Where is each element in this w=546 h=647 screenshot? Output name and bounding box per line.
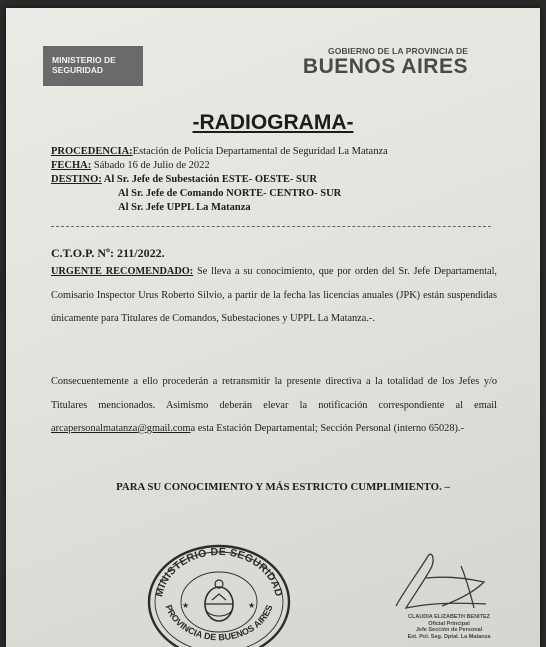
seal-star-left-icon: ★	[182, 601, 190, 610]
email-link[interactable]: arcapersonalmatanza@gmail.com	[51, 423, 191, 434]
dashed-divider	[51, 226, 491, 227]
destino-line-2: Al Sr. Jefe de Comando NORTE- CENTRO- SUR	[118, 188, 342, 199]
paragraph-2	[51, 370, 497, 441]
fecha-label: FECHA:	[51, 160, 92, 171]
seal-star-right-icon: ★	[248, 601, 256, 610]
handwritten-signature	[366, 548, 536, 623]
ctop-number: C.T.O.P. Nº: 211/2022.	[51, 246, 165, 260]
destino-line	[51, 174, 317, 185]
ministry-logo	[43, 46, 143, 86]
signer-unit: Est. Pol. Seg. Dptal. La Matanza	[407, 633, 491, 640]
paragraph-2-text-a: Consecuentemente a ello procederán a retransmitir la presente directiva a la totalidad de los Jefes y/o Titulares mencionados. Asimismo deberán elevar la notificación correspondiente al email	[51, 376, 497, 411]
signature-block	[384, 614, 514, 640]
procedencia-line	[51, 146, 388, 157]
seal-top-text: MINISTERIO DE SEGURIDAD	[153, 545, 285, 598]
document-title: -RADIOGRAMA-	[192, 111, 354, 134]
fecha-value: Sábado 16 de Julio de 2022	[91, 160, 210, 171]
destino-line-3: Al Sr. Jefe UPPL La Matanza	[118, 202, 251, 213]
destino-line-1: Al Sr. Jefe de Subestación ESTE- OESTE- SUR	[101, 174, 317, 185]
official-seal	[144, 540, 294, 647]
closing-line: PARA SU CONOCIMIENTO Y MÁS ESTRICTO CUMPLIMIENTO. –	[116, 481, 450, 493]
svg-text:PROVINCIA DE BUENOS AIRES	[163, 603, 274, 642]
ministry-logo-line2: SEGURIDAD	[52, 65, 104, 75]
fecha-line	[51, 160, 210, 171]
signer-rank: Oficial Principal	[428, 620, 470, 627]
document-page	[6, 8, 540, 647]
signer-role: Jefe Sección de Personal	[415, 627, 483, 633]
paragraph-1-text: Se lleva a su conocimiento, que por orden del Sr. Jefe Departamental, Comisario Inspector Urus Roberto Silvio, a partir de la fecha las licencias anuales (JPK) están suspendidas únicamente para Titulares de Comandos, Subestaciones y UPPL La Matanza.-.	[51, 266, 498, 324]
urgent-label: URGENTE RECOMENDADO:	[51, 266, 194, 277]
gov-logo-line2: BUENOS AIRES	[302, 55, 468, 78]
signer-name: CLAUDIA ELIZABETH BENITEZ	[408, 614, 490, 620]
paragraph-2-text-b: a esta Estación Departamental; Sección Personal (interno 65028).-	[190, 423, 464, 434]
procedencia-value: Estación de Policía Departamental de Seguridad La Matanza	[132, 146, 388, 157]
gov-logo-line1: GOBIERNO DE LA PROVINCIA DE	[328, 46, 468, 56]
government-logo	[303, 46, 468, 78]
coat-of-arms-icon	[205, 580, 233, 621]
paragraph-1	[51, 260, 497, 331]
ministry-logo-line1: MINISTERIO DE	[52, 55, 116, 65]
destino-label: DESTINO:	[51, 174, 102, 185]
procedencia-label: PROCEDENCIA:	[51, 146, 133, 157]
seal-bottom-text: PROVINCIA DE BUENOS AIRES	[163, 603, 275, 643]
